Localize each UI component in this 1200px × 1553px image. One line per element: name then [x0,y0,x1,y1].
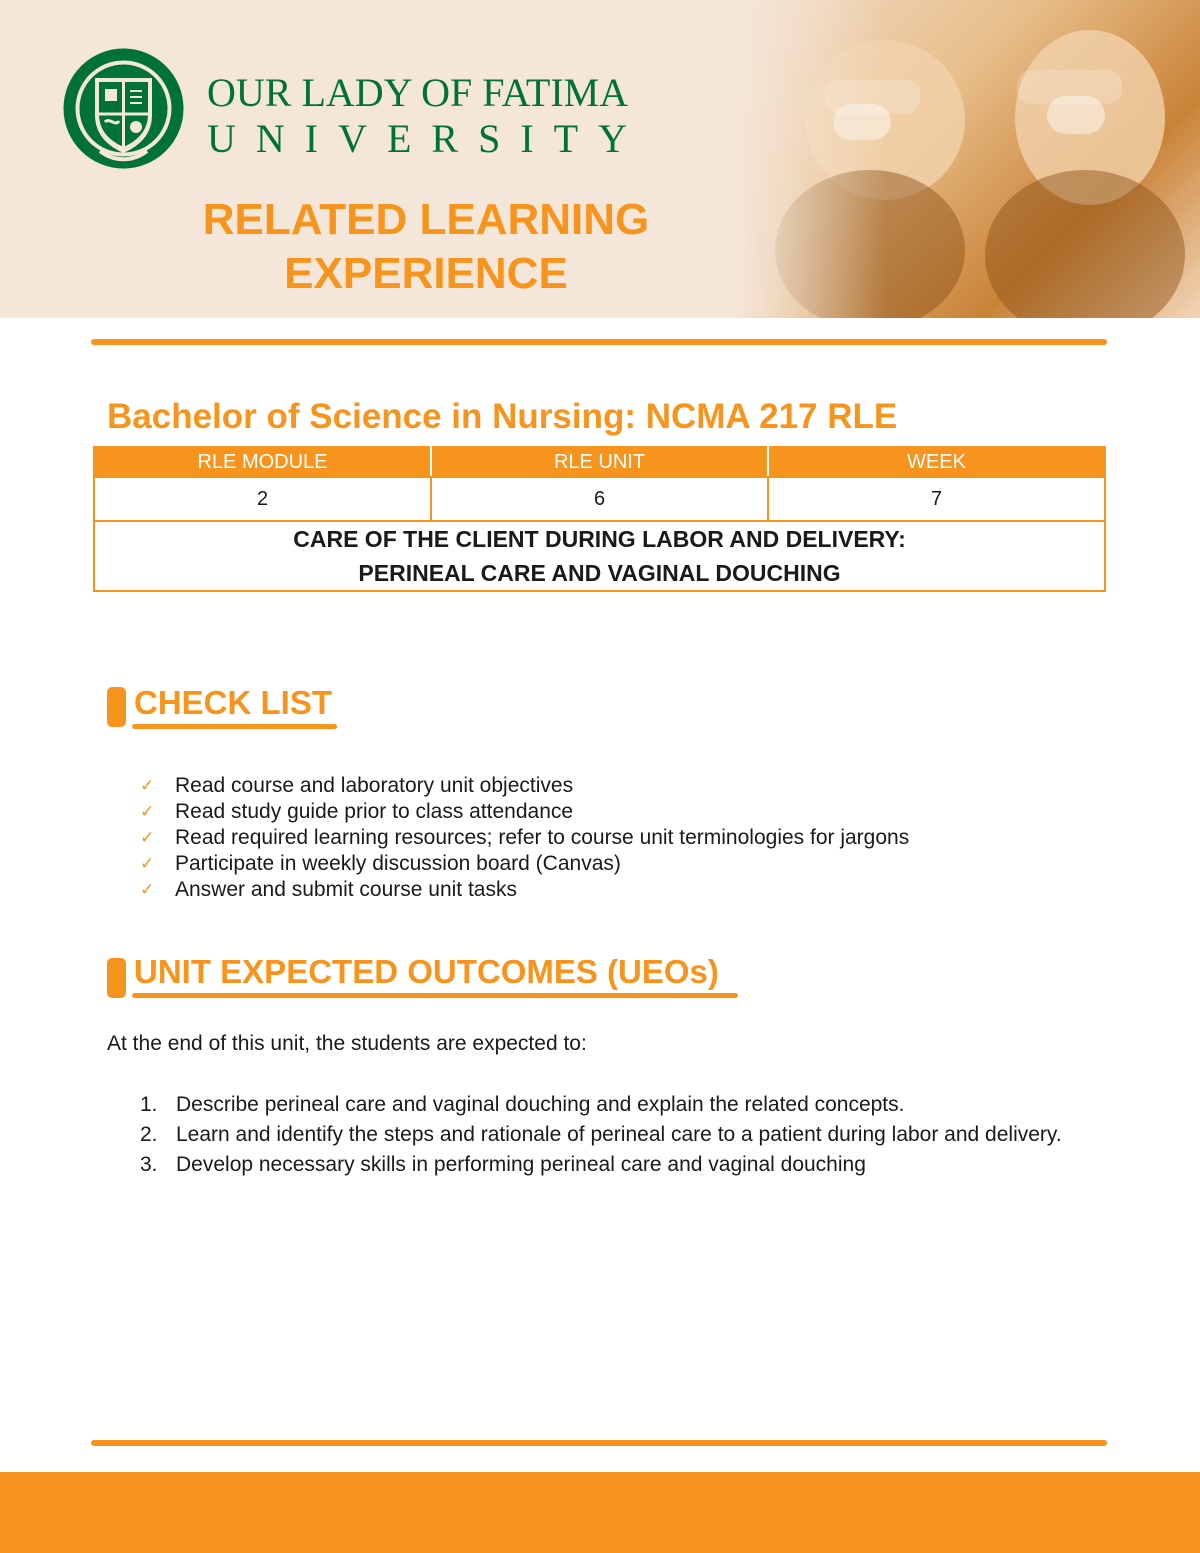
ueo-introduction: At the end of this unit, the students are expected to: [107,1032,587,1055]
university-seal-logo [62,47,185,170]
checklist-item [140,825,1100,851]
course-topic-line-2: PERINEAL CARE AND VAGINAL DOUCHING [358,560,841,586]
week-header: WEEK [768,447,1105,477]
rle-module-value: 2 [94,477,431,521]
ueo-section-marker [107,958,126,998]
rle-course-table [93,446,1106,592]
rle-unit-header: RLE UNIT [431,447,768,477]
outcome-item [140,1120,1070,1150]
footer-orange-band [0,1472,1200,1553]
outcome-item [140,1150,1070,1180]
checklist-section-marker [107,687,126,727]
checklist [140,773,1100,903]
related-learning-experience-title: RELATED LEARNING EXPERIENCE [202,195,650,298]
surgeon-body-right [985,170,1185,318]
checklist-section-title: CHECK LIST [134,684,332,721]
checklist-item-text: Read study guide prior to class attendance [175,800,574,823]
checkmark-icon: ✓ [140,854,155,874]
surgical-mask-right [1047,96,1105,134]
outcome-number: 3. [140,1153,158,1176]
expected-outcomes-list [140,1090,1070,1180]
page-header [0,0,1200,318]
checklist-item-text: Read course and laboratory unit objectives [175,774,574,797]
checklist-item [140,799,1100,825]
checklist-title-underline [132,724,337,729]
rle-module-header: RLE MODULE [94,447,431,477]
photo-left-fade [735,0,885,318]
outcome-text: Learn and identify the steps and rationale of perineal care to a patient during labor and delivery. [176,1123,1062,1146]
rle-unit-value: 6 [431,477,768,521]
ueo-title-underline [132,993,738,998]
checklist-item-text: Read required learning resources; refer to course unit terminologies for jargons [175,826,910,849]
outcome-text: Develop necessary skills in performing perineal care and vaginal douching [176,1153,866,1176]
checkmark-icon: ✓ [140,880,155,900]
surgical-team-photo [735,0,1200,318]
checklist-item-text: Answer and submit course unit tasks [175,878,517,901]
course-table-values-row [94,477,1105,521]
bottom-orange-divider [91,1440,1107,1446]
checklist-item [140,877,1100,903]
outcome-text: Describe perineal care and vaginal douching and explain the related concepts. [176,1093,905,1116]
outcome-number: 1. [140,1093,158,1116]
top-orange-divider [91,339,1107,345]
checklist-item-text: Participate in weekly discussion board (Canvas) [175,852,621,875]
course-topic-row [94,521,1105,591]
outcome-number: 2. [140,1123,158,1146]
checkmark-icon: ✓ [140,776,155,796]
university-name-line-2: UNIVERSITY [207,116,647,161]
checklist-item [140,773,1100,799]
checklist-item [140,851,1100,877]
university-name-line-1: OUR LADY OF FATIMA [207,70,629,115]
week-value: 7 [768,477,1105,521]
course-table-header-row [94,447,1105,477]
ueo-section-title: UNIT EXPECTED OUTCOMES (UEOs) [134,953,719,990]
program-course-title: Bachelor of Science in Nursing: NCMA 217 RLE [107,397,898,436]
checkmark-icon: ✓ [140,828,155,848]
course-topic-cell [94,521,1105,591]
course-topic-line-1: CARE OF THE CLIENT DURING LABOR AND DELIVERY: [293,526,906,552]
checkmark-icon: ✓ [140,802,155,822]
outcome-item [140,1090,1070,1120]
